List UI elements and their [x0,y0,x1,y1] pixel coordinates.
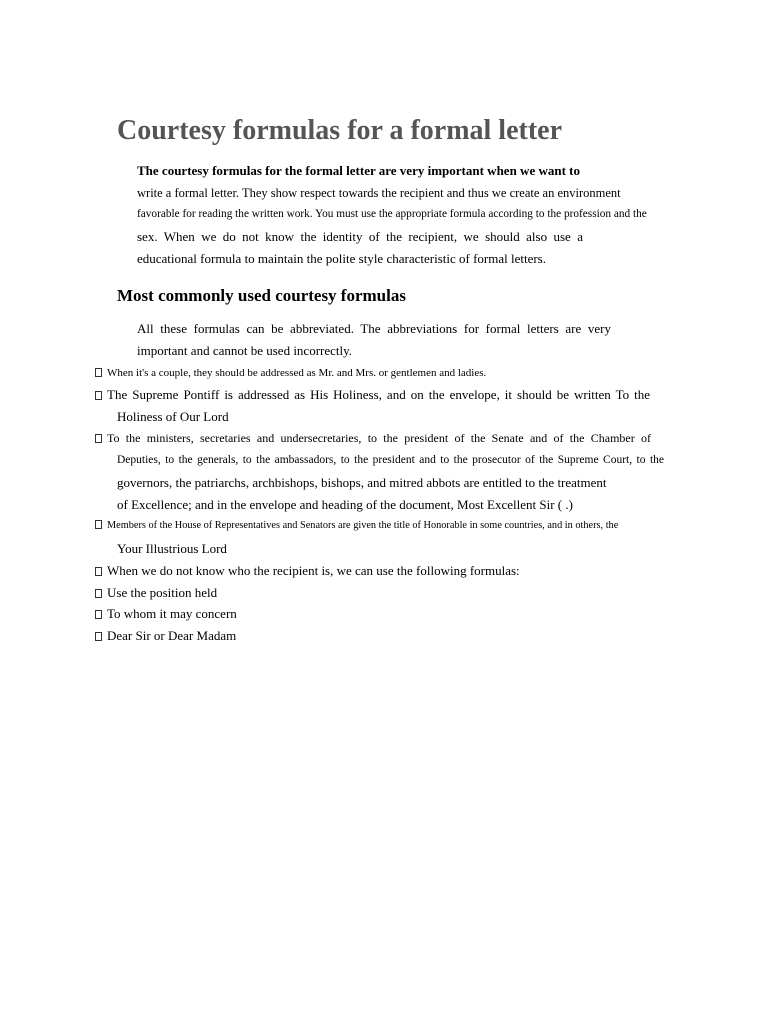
bullet-box-icon [95,368,102,377]
document-title: Courtesy formulas for a formal letter [117,115,563,146]
bullet-item-ministers [95,431,651,446]
section-heading: Most commonly used courtesy formulas [117,286,406,305]
bullet-item-couple [95,366,486,380]
bullet-item-dear-sir [95,628,236,644]
bullet-text: When it's a couple, they should be addressed as Mr. and Mrs. or gentlemen and ladies. [107,367,487,379]
bullet-text: The Supreme Pontiff is addressed as His Holiness, and on the envelope, it should be written To the [107,387,650,402]
bullet-item-pontiff [95,387,650,403]
bullet-item-unknown-recipient [95,563,520,579]
intro-line-1: The courtesy formulas for the formal letter are very important when we want to [137,163,580,178]
bullet-item-position [95,585,217,601]
bullet-text: When we do not know who the recipient is, we can use the following formulas: [107,563,520,578]
section-paragraph-line-1: All these formulas can be abbreviated. The abbreviations for formal letters are very [137,321,611,336]
intro-line-3: favorable for reading the written work. You must use the appropriate formula according to the profession and the [137,208,647,220]
bullet-item-representatives [95,519,618,533]
bullet-continuation: governors, the patriarchs, archbishops, bishops, and mitred abbots are entitled to the treatment [117,475,607,490]
intro-line-5: educational formula to maintain the polite style characteristic of formal letters. [137,251,546,266]
bullet-box-icon [95,610,102,619]
bullet-box-icon [95,632,102,641]
bullet-text: To whom it may concern [107,606,237,621]
section-paragraph-line-2: important and cannot be used incorrectly. [137,343,353,358]
bullet-item-to-whom [95,606,237,622]
bullet-text: Use the position held [107,585,218,600]
bullet-text: Dear Sir or Dear Madam [107,628,237,643]
bullet-text: Members of the House of Representatives and Senators are given the title of Honorable in some countries, and in others, the [107,520,619,531]
bullet-continuation: Holiness of Our Lord [117,409,229,424]
bullet-continuation: Deputies, to the generals, to the ambassadors, to the president and to the prosecutor of the Supreme Court, to the [117,454,664,466]
bullet-box-icon [95,391,102,400]
bullet-box-icon [95,567,102,576]
bullet-text: To the ministers, secretaries and undersecretaries, to the president of the Senate and of the Chamber of [107,431,651,445]
bullet-box-icon [95,520,102,529]
bullet-continuation: Your Illustrious Lord [117,541,227,556]
bullet-continuation: of Excellence; and in the envelope and heading of the document, Most Excellent Sir ( .) [117,497,573,512]
intro-line-4: sex. When we do not know the identity of the recipient, we should also use a [137,229,583,244]
bullet-box-icon [95,589,102,598]
bullet-box-icon [95,434,102,443]
intro-line-2: write a formal letter. They show respect towards the recipient and thus we create an environment [137,186,621,200]
